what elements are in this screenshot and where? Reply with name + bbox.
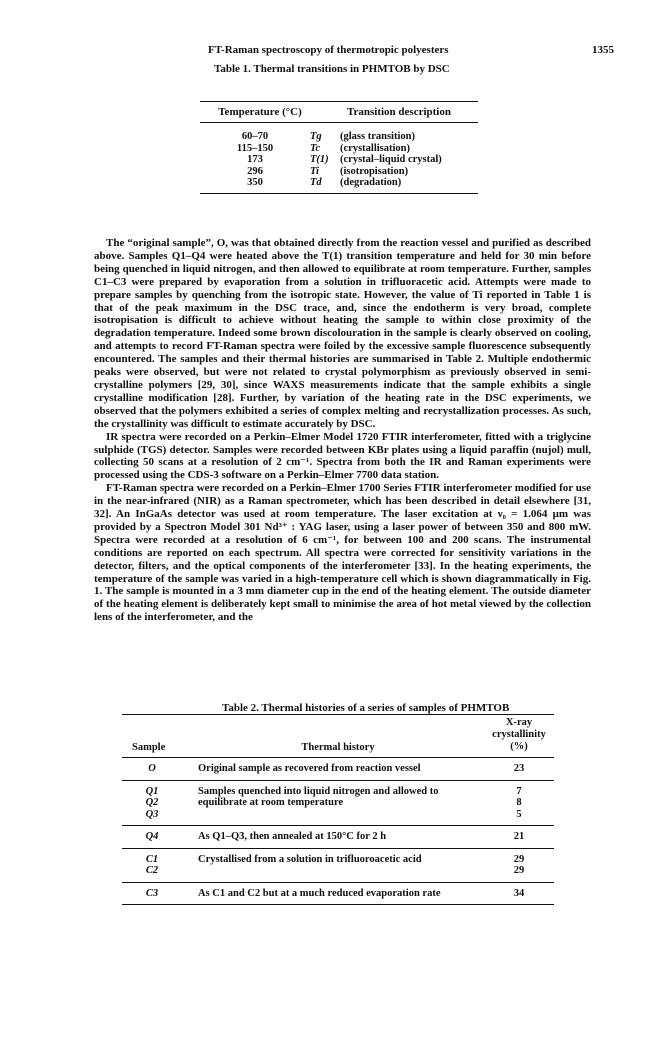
table2-history: As C1 and C2 but at a much reduced evaporation rate <box>198 887 441 899</box>
table1-row <box>200 143 478 155</box>
table2-xray: 7 8 5 <box>516 785 522 820</box>
table1-temp: 296 <box>247 165 263 177</box>
body-text <box>94 237 591 624</box>
table2-history: Original sample as recovered from reaction vessel <box>198 763 421 774</box>
table1-symbol: Tg <box>310 131 322 142</box>
table1-temp: 173 <box>247 154 263 165</box>
table1-row <box>200 154 478 166</box>
table2-sample: Q4 <box>145 831 159 842</box>
table1-col-description: Transition description <box>346 106 451 118</box>
table2-row <box>122 758 554 781</box>
table2-sample: O <box>148 763 156 774</box>
table1-description: (glass transition) <box>340 131 415 142</box>
table2-history: Crystallised from a solution in trifluoroacetic acid <box>198 853 422 865</box>
table1-symbol: Td <box>310 177 322 188</box>
table2 <box>122 714 554 905</box>
table2-col-history: Thermal history <box>301 742 375 753</box>
table2-caption: Table 2. Thermal histories of a series of samples of PHMTOB <box>222 702 510 714</box>
table2-sample: Q1 Q2 Q3 <box>145 785 159 820</box>
table2-history: Samples quenched into liquid nitrogen and allowed to equilibrate at room temperature <box>198 785 439 808</box>
table2-row <box>122 883 554 906</box>
paragraph-ir: IR spectra were recorded on a Perkin–Elmer Model 1720 FTIR interferometer, fitted with a triglycine sulphide (TGS) detector. Samples were recorded between KBr plates using a liquid paraffin (nujol) mull, collecting 50 scans at a resolution of 2 cm⁻¹. Spectra from both the IR and Raman experiments were processed using the CDS-3 software on a Perkin–Elmer 7700 data station. <box>94 430 591 482</box>
table2-col-xray: X-ray crystallinity (%) <box>492 717 546 752</box>
table1-description: (crystal–liquid crystal) <box>340 154 442 165</box>
table2-xray: 23 <box>513 763 525 774</box>
paragraph-samples: The “original sample”, O, was that obtained directly from the reaction vessel and purified as described above. Samples Q1–Q4 were heated above the T(1) transition temperature and held for 30 min before being quenched in liquid nitrogen, and then allowed to equilibrate at room temperature. Further, samples C1–C3 were prepared by evaporation from a solution in trifluoracetic acid. Attempts were made to prepare samples by quenching from the isotropic state. However, the value of Ti reported in Table 1 is that of the peak maximum in the DSC trace, and, since the endotherm is very broad, complete isotropisation is difficult to achieve without heating the sample to within close proximity of the degradation temperature. Indeed some brown discolouration in the sample is clearly observed on cooling, and attempts to record FT-Raman spectra were foiled by the excessive sample fluorescence subsequently encountered. The samples and their thermal histories are summarised in Table 2. Multiple endothermic peaks were observed, but were not related to crystal polymorphism as previously observed in semi-crystalline polymers [29, 30], since WAXS measurements indicate that the sample exhibits a single crystalline modification [28]. Further, by variation of the heating rate in the DSC experiments, we observed that the polymers exhibited a series of complex melting and recrystallization processes. As such, the crystallinity was difficult to estimate accurately by DSC. <box>94 237 591 430</box>
table1-temp: 350 <box>247 177 263 188</box>
table1-symbol: T(1) <box>310 154 329 165</box>
table1-caption: Table 1. Thermal transitions in PHMTOB by DSC <box>214 63 450 75</box>
table1-row <box>200 131 478 143</box>
table1-temp: 60–70 <box>241 131 269 142</box>
table1-symbol: Ti <box>310 165 319 177</box>
table2-xray: 21 <box>513 831 525 842</box>
table1-description: (crystallisation) <box>340 142 410 154</box>
table1-row <box>200 177 478 189</box>
table2-row <box>122 849 554 883</box>
paragraph-raman: FT-Raman spectra were recorded on a Perkin–Elmer 1700 Series FTIR interferometer modified for use in the near-infrared (NIR) as a Raman spectrometer, which has been described in detail elsewhere [31, 32]. An InGaAs detector was used at room temperature. The laser excitation at ν₀ = 1.064 μm was provided by a Spectron Model 301 Nd³⁺ : YAG laser, using a laser power of between 350 and 800 mW. Spectra were recorded at a resolution of 6 cm⁻¹, for between 100 and 200 scans. The instrumental conditions are reported on each spectrum. All spectra were corrected for sensitivity variations in the detector, filters, and the optical components of the interferometer [33]. In the heating experiments, the temperature of the sample was varied in a high-temperature cell which is shown diagrammatically in Fig. 1. The sample is mounted in a 3 mm diameter cup in the end of the heating element. The outside diameter of the heating element is deliberately kept small to minimise the area of hot metal viewed by the collection lens of the interferometer, and the <box>94 482 591 624</box>
table2-xray: 34 <box>513 887 525 899</box>
table1-symbol: Tc <box>310 142 321 154</box>
table2-row <box>122 781 554 827</box>
table1-body <box>200 123 478 193</box>
table2-col-sample: Sample <box>132 742 166 753</box>
running-title: FT-Raman spectroscopy of thermotropic polyesters <box>208 44 449 56</box>
table1-temp: 115–150 <box>236 142 274 154</box>
page-number: 1355 <box>592 44 614 56</box>
table1 <box>200 101 478 194</box>
table1-description: (degradation) <box>340 177 402 188</box>
table2-sample: C1 C2 <box>145 853 159 876</box>
table2-row <box>122 826 554 849</box>
table2-xray: 29 29 <box>513 853 525 876</box>
table1-header <box>200 102 478 123</box>
table2-header <box>122 715 554 758</box>
table2-sample: C3 <box>145 887 159 899</box>
table2-history: As Q1–Q3, then annealed at 150°C for 2 h <box>198 831 387 842</box>
table1-col-temperature: Temperature (°C) <box>218 106 302 118</box>
table1-description: (isotropisation) <box>340 165 409 177</box>
table1-row <box>200 166 478 178</box>
